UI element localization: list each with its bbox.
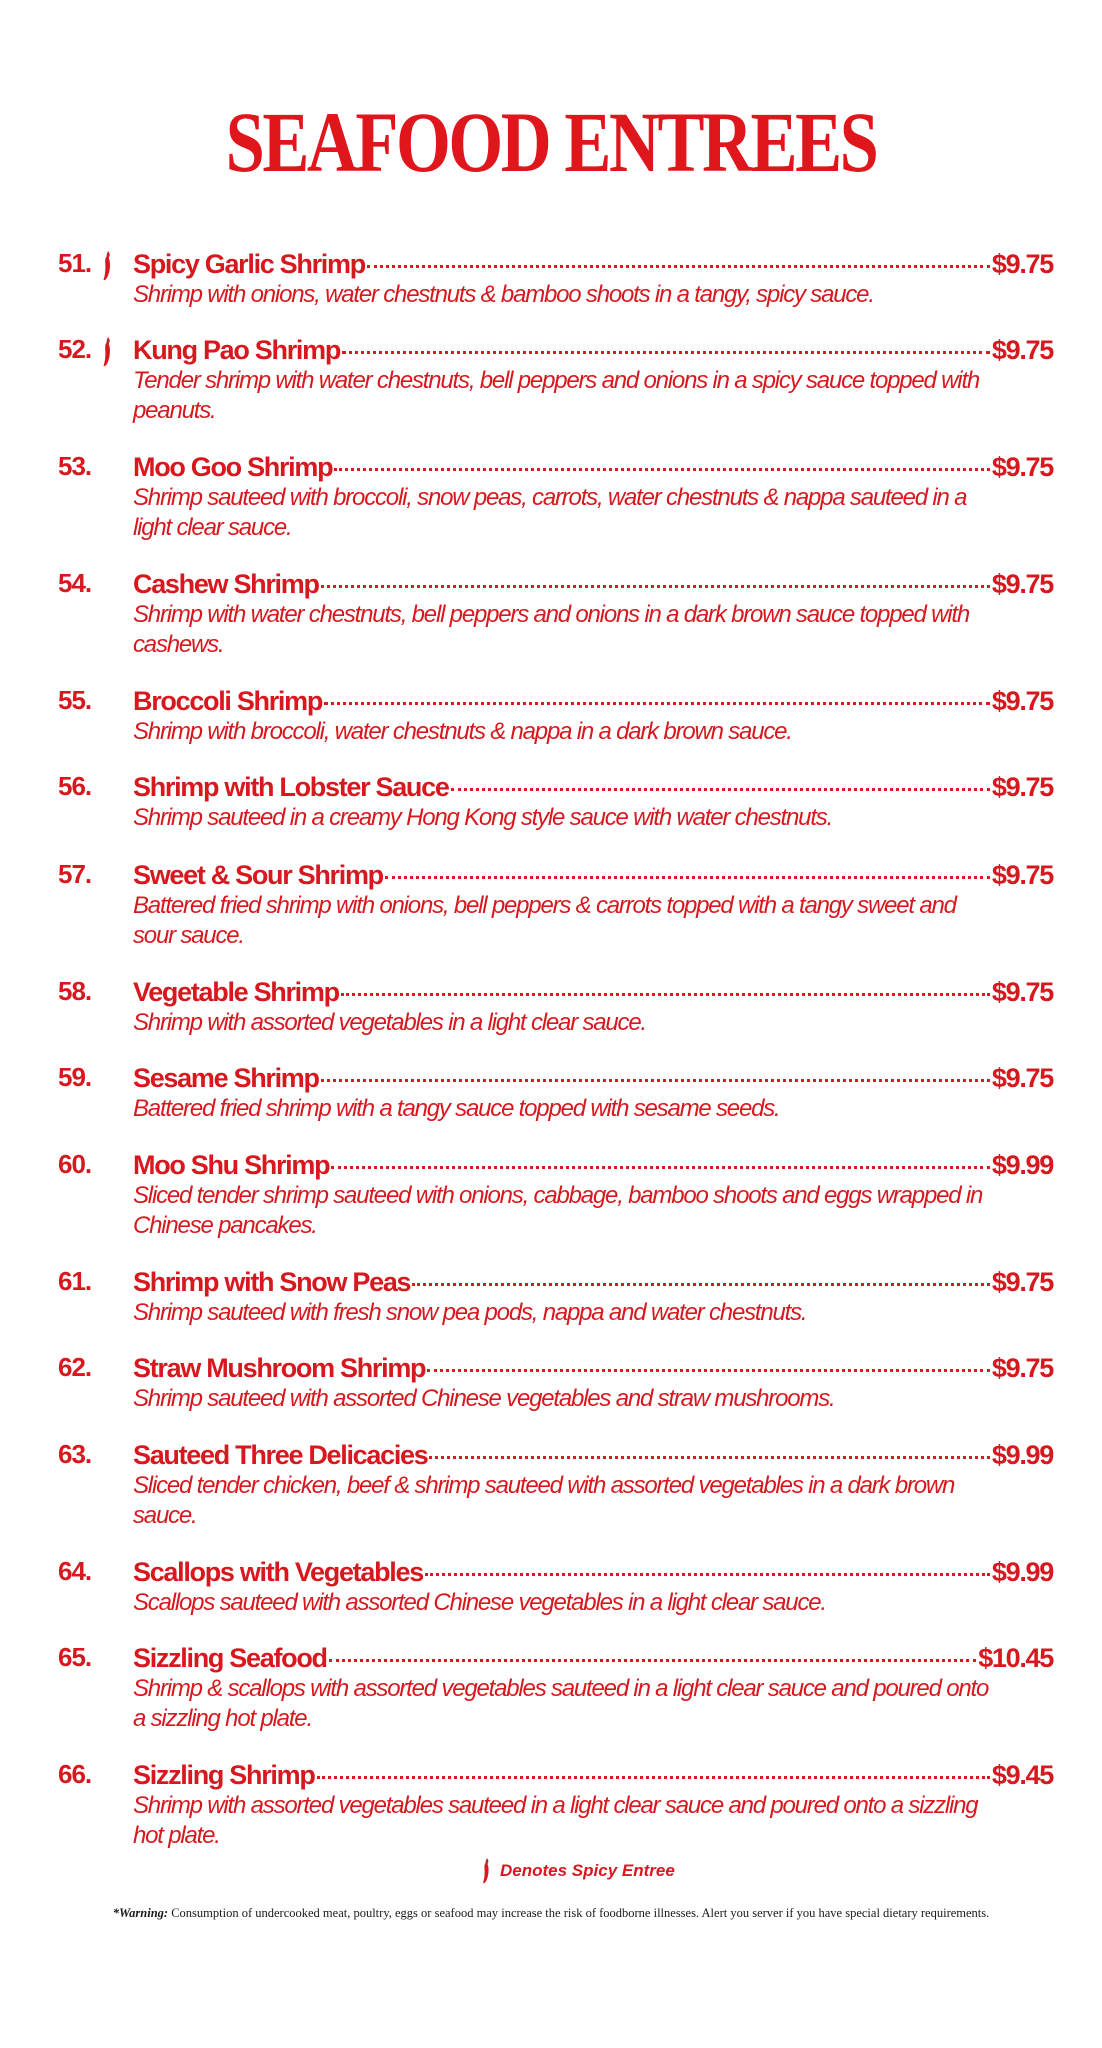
item-number: 59. [58, 1062, 92, 1092]
item-description: Shrimp sauteed with assorted Chinese vegetables and straw mushrooms. [133, 1385, 835, 1412]
dot-leader [367, 265, 990, 268]
item-price: $9.75 [991, 772, 1053, 802]
item-line [133, 976, 1053, 1008]
dot-leader [425, 1573, 990, 1576]
dot-leader [385, 876, 990, 879]
item-line [133, 334, 1053, 366]
dot-leader [334, 468, 990, 471]
item-line [133, 1556, 1053, 1588]
dot-leader [342, 351, 990, 354]
item-price: $9.75 [991, 860, 1053, 890]
item-number: 65. [58, 1642, 92, 1672]
item-price: $9.75 [991, 1353, 1053, 1383]
item-description: Tender shrimp with water chestnuts, bell peppers and onions in a spicy sauce topped with peanuts. [133, 367, 980, 424]
item-description: Shrimp with assorted vegetables sauteed in a light clear sauce and poured onto a sizzling hot plate. [133, 1792, 978, 1849]
dot-leader [429, 1456, 989, 1459]
item-name: Shrimp with Lobster Sauce [133, 772, 449, 802]
item-name: Kung Pao Shrimp [133, 335, 341, 365]
item-number: 57. [58, 859, 92, 889]
item-description: Shrimp with water chestnuts, bell peppers and onions in a dark brown sauce topped with cashews. [133, 601, 969, 658]
chili-pepper-icon [480, 1858, 492, 1884]
warning-label: *Warning: [112, 1906, 169, 1920]
item-line [133, 1266, 1053, 1298]
dot-leader [321, 585, 990, 588]
item-number: 53. [58, 451, 92, 481]
item-description: Shrimp with broccoli, water chestnuts & nappa in a dark brown sauce. [133, 718, 792, 745]
dot-leader [331, 1166, 990, 1169]
item-number: 52. [58, 334, 92, 364]
item-line [133, 248, 1053, 280]
item-description: Sliced tender chicken, beef & shrimp sauteed with assorted vegetables in a dark brown sauce. [133, 1472, 955, 1529]
item-price: $9.45 [991, 1760, 1053, 1790]
item-name: Sauteed Three Delicacies [133, 1440, 428, 1470]
item-name: Sesame Shrimp [133, 1063, 319, 1093]
item-price: $9.99 [991, 1440, 1053, 1470]
item-name: Sweet & Sour Shrimp [133, 860, 383, 890]
item-line [133, 1759, 1053, 1791]
item-price: $9.75 [991, 452, 1053, 482]
item-line [133, 568, 1053, 600]
item-line [133, 859, 1053, 891]
item-price: $9.75 [991, 686, 1053, 716]
item-line [133, 771, 1053, 803]
item-number: 60. [58, 1149, 92, 1179]
item-line [133, 1439, 1053, 1471]
item-description: Shrimp with onions, water chestnuts & bamboo shoots in a tangy, spicy sauce. [133, 281, 874, 308]
item-name: Straw Mushroom Shrimp [133, 1353, 426, 1383]
item-line [133, 1062, 1053, 1094]
dot-leader [412, 1283, 990, 1286]
item-name: Cashew Shrimp [133, 569, 319, 599]
chili-pepper-icon [100, 337, 114, 367]
dot-leader [451, 788, 990, 791]
item-name: Spicy Garlic Shrimp [133, 249, 365, 279]
item-name: Moo Shu Shrimp [133, 1150, 330, 1180]
dot-leader [324, 702, 990, 705]
item-description: Shrimp & scallops with assorted vegetables sauteed in a light clear sauce and poured onto a sizzling hot plate. [133, 1675, 989, 1732]
item-number: 64. [58, 1556, 92, 1586]
page-title: SEAFOOD ENTREES [225, 94, 877, 190]
dot-leader [329, 1659, 976, 1662]
item-line [133, 1352, 1053, 1384]
item-number: 61. [58, 1266, 92, 1296]
item-line [133, 1149, 1053, 1181]
item-price: $9.99 [991, 1557, 1053, 1587]
item-number: 56. [58, 771, 92, 801]
item-number: 58. [58, 976, 92, 1006]
warning-notice [0, 1906, 1102, 1921]
item-name: Moo Goo Shrimp [133, 452, 333, 482]
item-name: Sizzling Shrimp [133, 1760, 315, 1790]
item-description: Scallops sauteed with assorted Chinese vegetables in a light clear sauce. [133, 1589, 826, 1616]
item-name: Vegetable Shrimp [133, 977, 339, 1007]
chili-pepper-icon [100, 251, 114, 281]
item-description: Shrimp sauteed with broccoli, snow peas, carrots, water chestnuts & nappa sauteed in a light clear sauce. [133, 484, 967, 541]
item-line [133, 685, 1053, 717]
item-line [133, 1642, 1053, 1674]
item-description: Battered fried shrimp with onions, bell peppers & carrots topped with a tangy sweet and sour sauce. [133, 892, 956, 949]
item-price: $9.75 [991, 977, 1053, 1007]
item-price: $9.75 [991, 1063, 1053, 1093]
item-description: Sliced tender shrimp sauteed with onions, cabbage, bamboo shoots and eggs wrapped in Chinese pancakes. [133, 1182, 983, 1239]
dot-leader [321, 1079, 990, 1082]
spicy-legend [480, 1858, 675, 1884]
item-name: Shrimp with Snow Peas [133, 1267, 411, 1297]
item-price: $9.75 [991, 249, 1053, 279]
item-name: Scallops with Vegetables [133, 1557, 423, 1587]
item-name: Sizzling Seafood [133, 1643, 327, 1673]
item-number: 62. [58, 1352, 92, 1382]
item-line [133, 451, 1053, 483]
item-price: $9.75 [991, 569, 1053, 599]
item-number: 54. [58, 568, 92, 598]
item-description: Shrimp sauteed with fresh snow pea pods, nappa and water chestnuts. [133, 1299, 807, 1326]
dot-leader [317, 1776, 990, 1779]
dot-leader [341, 993, 990, 996]
item-description: Shrimp sauteed in a creamy Hong Kong style sauce with water chestnuts. [133, 804, 833, 831]
warning-text: Consumption of undercooked meat, poultry, eggs or seafood may increase the risk of foodborne illnesses. Alert you server if you have special dietary requirements. [171, 1906, 990, 1920]
item-price: $10.45 [978, 1643, 1053, 1673]
dot-leader [427, 1369, 990, 1372]
item-description: Shrimp with assorted vegetables in a light clear sauce. [133, 1009, 646, 1036]
item-name: Broccoli Shrimp [133, 686, 323, 716]
item-price: $9.75 [991, 335, 1053, 365]
item-price: $9.75 [991, 1267, 1053, 1297]
item-description: Battered fried shrimp with a tangy sauce topped with sesame seeds. [133, 1095, 780, 1122]
item-number: 55. [58, 685, 92, 715]
item-price: $9.99 [991, 1150, 1053, 1180]
spicy-legend-text: Denotes Spicy Entree [500, 1861, 675, 1880]
item-number: 66. [58, 1759, 92, 1789]
item-number: 51. [58, 248, 92, 278]
item-number: 63. [58, 1439, 92, 1469]
